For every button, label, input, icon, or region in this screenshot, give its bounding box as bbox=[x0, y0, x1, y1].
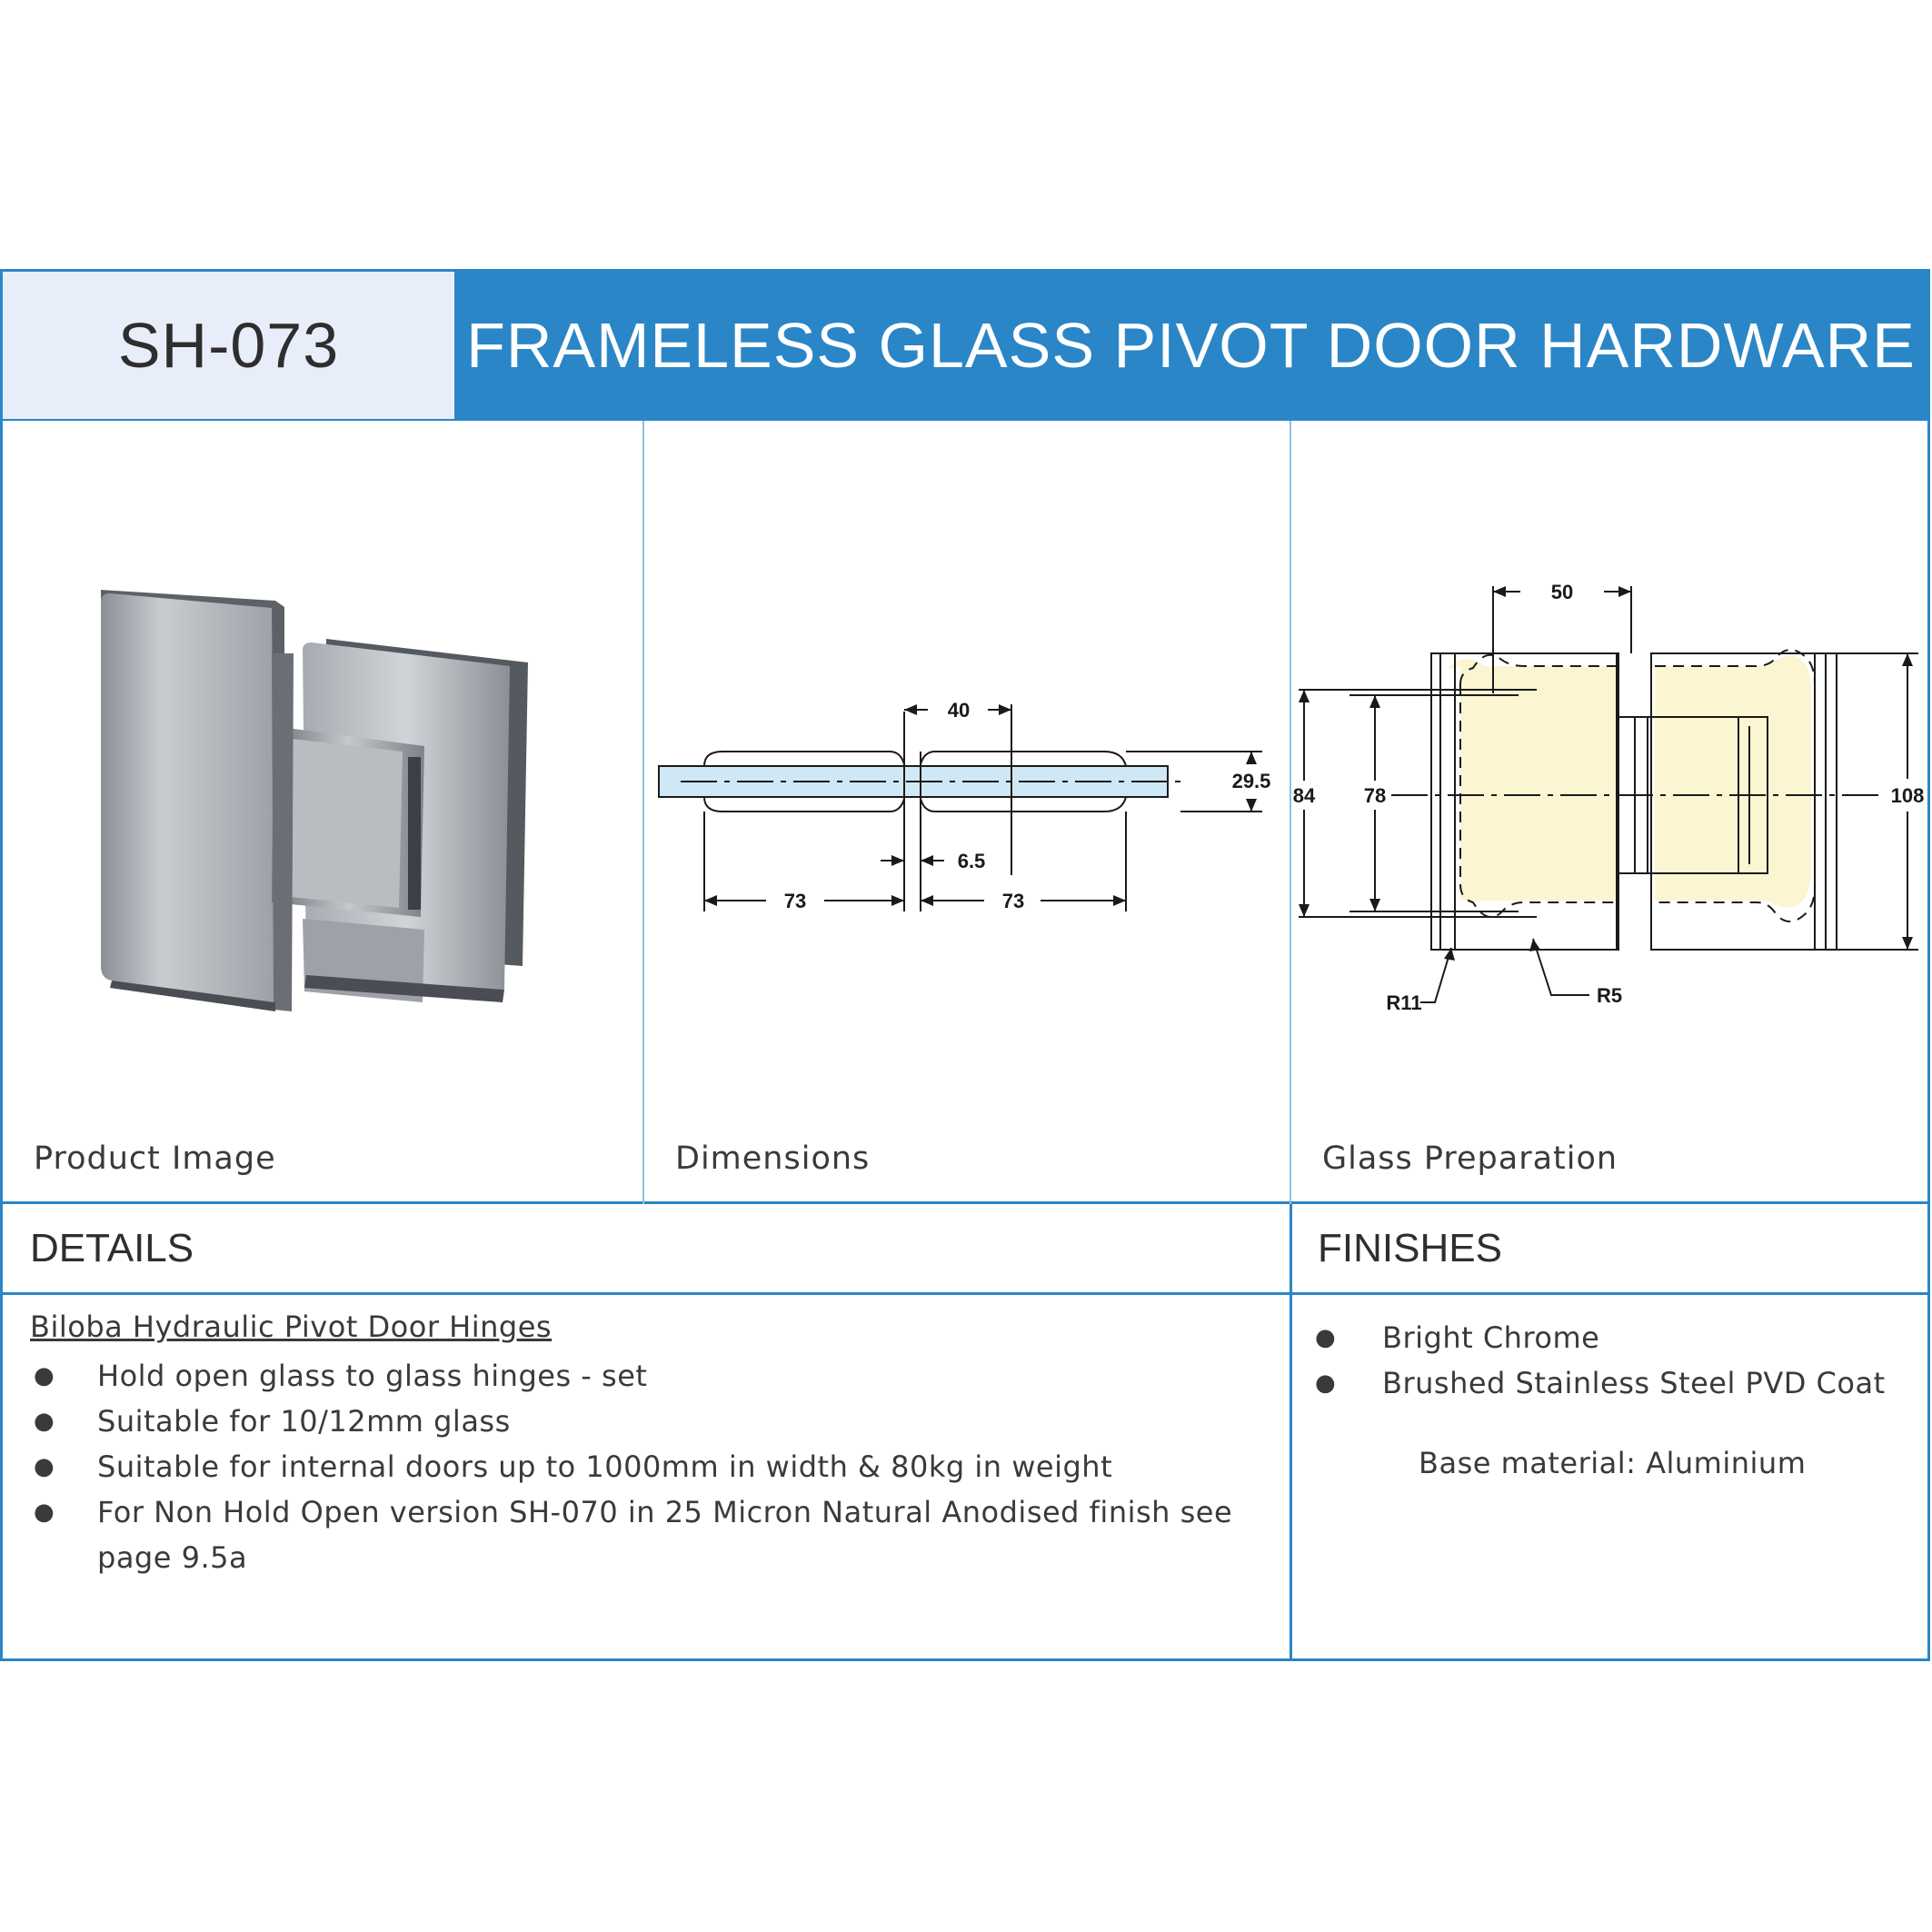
header-bar bbox=[3, 272, 1927, 421]
list-item: ● For Non Hold Open version SH-070 in 25 Micron Natural Anodised finish see page 9.5a bbox=[30, 1489, 1266, 1580]
list-item: ● Suitable for internal doors up to 1000mm in width & 80kg in weight bbox=[30, 1444, 1266, 1489]
glass-preparation-diagram bbox=[1291, 421, 1927, 1204]
bullet-icon: ● bbox=[34, 1499, 55, 1526]
glass-preparation-label: Glass Preparation bbox=[1322, 1140, 1618, 1177]
details-subtitle: Biloba Hydraulic Pivot Door Hinges bbox=[30, 1310, 553, 1344]
list-item: ● Suitable for 10/12mm glass bbox=[30, 1399, 1266, 1444]
bullet-icon: ● bbox=[1315, 1369, 1337, 1397]
dimensions-label: Dimensions bbox=[675, 1140, 871, 1177]
glass-dim-78-label: 78 bbox=[1363, 784, 1387, 807]
dimensions-diagram bbox=[644, 421, 1291, 1204]
bullet-icon: ● bbox=[34, 1408, 55, 1435]
finishes-heading: FINISHES bbox=[1318, 1225, 1502, 1270]
radius-r5-label: R5 bbox=[1597, 984, 1623, 1007]
list-item: ● Bright Chrome bbox=[1311, 1315, 1911, 1360]
dim-73-right-label: 73 bbox=[1001, 890, 1025, 912]
product-image-panel bbox=[3, 421, 644, 1204]
bullet-icon: ● bbox=[1315, 1324, 1337, 1351]
section-body bbox=[3, 1295, 1927, 1658]
dim-29-5-label: 29.5 bbox=[1231, 770, 1271, 792]
hinge-product-image bbox=[3, 421, 644, 1204]
details-section bbox=[30, 1308, 1266, 1580]
list-item: ● Brushed Stainless Steel PVD Coat bbox=[1311, 1360, 1911, 1406]
dim-6-5-label: 6.5 bbox=[957, 850, 986, 872]
radius-r11-label: R11 bbox=[1386, 991, 1422, 1014]
list-item: ● Hold open glass to glass hinges - set bbox=[30, 1353, 1266, 1399]
glass-dim-50-label: 50 bbox=[1550, 581, 1574, 603]
details-heading: DETAILS bbox=[30, 1225, 194, 1270]
glass-dim-108-label: 108 bbox=[1890, 784, 1925, 807]
finishes-section bbox=[1311, 1315, 1911, 1480]
page-title: FRAMELESS GLASS PIVOT DOOR HARDWARE bbox=[466, 310, 1916, 381]
spec-sheet bbox=[0, 269, 1930, 1661]
base-material: Base material: Aluminium bbox=[1419, 1446, 1807, 1480]
dim-40-label: 40 bbox=[947, 699, 971, 722]
details-list bbox=[30, 1353, 1266, 1580]
image-panels bbox=[3, 421, 1927, 1204]
glass-dim-84-label: 84 bbox=[1292, 784, 1316, 807]
product-image-label: Product Image bbox=[34, 1140, 276, 1177]
glass-preparation-panel bbox=[1291, 421, 1927, 1204]
bullet-icon: ● bbox=[34, 1453, 55, 1480]
bullet-icon: ● bbox=[34, 1362, 55, 1389]
dim-73-left-label: 73 bbox=[783, 890, 807, 912]
dimensions-panel bbox=[644, 421, 1291, 1204]
section-headings bbox=[3, 1204, 1927, 1295]
product-code: SH-073 bbox=[3, 272, 454, 419]
finishes-list bbox=[1311, 1315, 1911, 1406]
